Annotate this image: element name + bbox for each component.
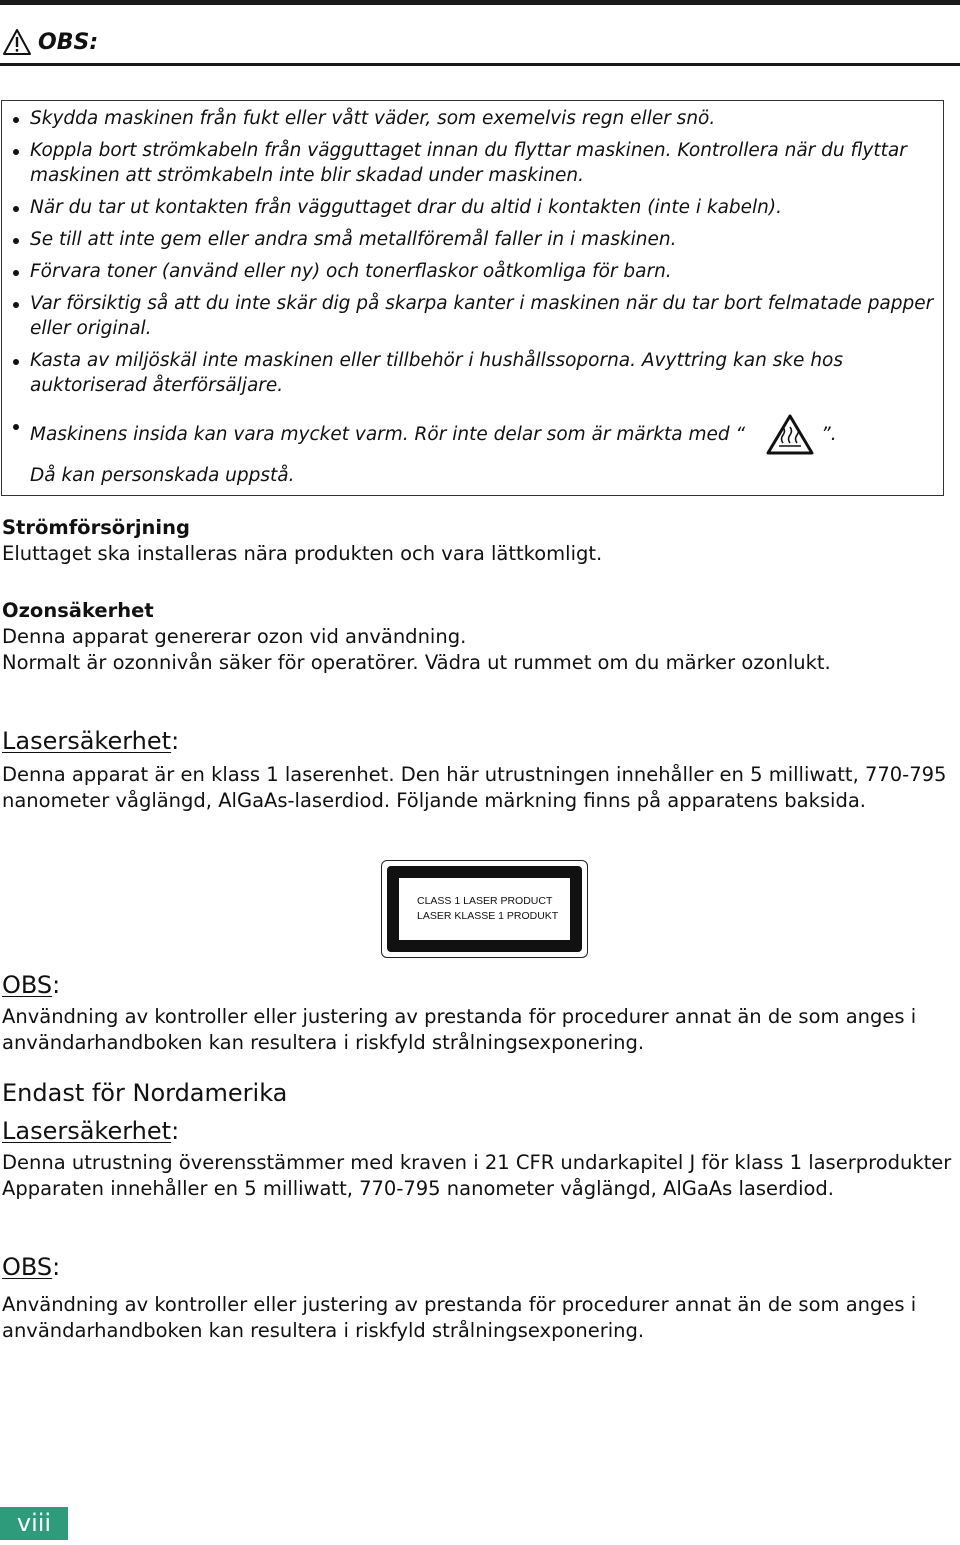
obs1-heading (2, 970, 958, 1000)
warning-item-sharp-edges: Var försiktig så att du inte skär dig på skarpa kanter i maskinen när du tar bort felmatade papper eller original. (30, 293, 934, 339)
laser-text: Denna apparat är en klass 1 laserenhet. Den här utrustningen innehåller en 5 milliwatt, 770-795 nanometer våglängd, AlGaAs-laserdiod. Följande märkning finns på apparatens baksida. (2, 763, 947, 812)
warning-item-hot (30, 413, 935, 488)
obs2-colon: : (52, 1253, 61, 1281)
ozone-line2: Normalt är ozonnivån säker för operatörer. Vädra ut rummet om du märker ozonlukt. (2, 651, 831, 674)
power-text: Eluttaget ska installeras nära produkten och vara lättkomligt. (2, 542, 603, 565)
obs1-text: Användning av kontroller eller justering av prestanda för procedurer annat än de som anges i användarhandboken kan resultera i riskfyld strålningsexponering. (2, 1005, 917, 1054)
obs-header (2, 26, 98, 58)
na-laser-title: Lasersäkerhet (2, 1117, 172, 1145)
warning-box (1, 100, 944, 496)
na-heading: Endast för Nordamerika (2, 1079, 288, 1107)
ozone-line1: Denna apparat genererar ozon vid användning. (2, 625, 467, 648)
warning-item-plug-pull: När du tar ut kontakten från vägguttaget drar du altid i kontakten (inte i kabeln). (30, 195, 935, 220)
obs2-heading (2, 1252, 958, 1282)
obs-header-title: OBS: (38, 29, 99, 55)
power-title: Strömförsörjning (2, 516, 190, 539)
power-section (2, 515, 958, 567)
hot-warning-quote-end: ”. (821, 424, 837, 445)
laser-title: Lasersäkerhet (2, 727, 172, 755)
hot-surface-icon (765, 413, 815, 457)
laser-class-label-inner (387, 866, 582, 952)
label-line-2: LASER KLASSE 1 PRODUKT (417, 910, 559, 922)
header-rule (0, 63, 960, 66)
warning-item-unplug: Koppla bort strömkabeln från vägguttaget innan du flyttar maskinen. Kontrollera när du flyttar maskinen att strömkabeln inte blir skadad under maskinen. (30, 138, 935, 188)
north-america-section (2, 1078, 958, 1202)
warning-item-moisture: Skydda maskinen från fukt eller vått väder, som exemelvis regn eller snö. (30, 106, 935, 131)
na-laser-heading (2, 1116, 958, 1146)
label-line-1: CLASS 1 LASER PRODUCT (417, 895, 553, 907)
hot-warning-line2: Då kan personskada uppstå. (30, 465, 295, 486)
hot-warning-text: Maskinens insida kan vara mycket varm. Rör inte delar som är märkta med “ (30, 424, 746, 445)
obs-section-2 (2, 1252, 958, 1344)
warning-item-toner: Förvara toner (använd eller ny) och tonerflaskor oåtkomliga för barn. (30, 259, 935, 284)
warning-item-disposal: Kasta av miljöskäl inte maskinen eller tillbehör i hushållssoporna. Avyttring kan ske hos auktoriserad återförsäljare. (30, 348, 935, 398)
laser-heading (2, 726, 958, 756)
ozone-section (2, 598, 958, 676)
obs2-text: Användning av kontroller eller justering av prestanda för procedurer annat än de som anges i användarhandboken kan resultera i riskfyld strålningsexponering. (2, 1293, 917, 1342)
page-number-badge: viii (0, 1507, 68, 1540)
na-laser-colon: : (171, 1117, 180, 1145)
laser-class-label (381, 860, 588, 958)
warning-item-metal-objects: Se till att inte gem eller andra små metallföremål faller in i maskinen. (30, 227, 935, 252)
obs-section-1 (2, 970, 958, 1056)
na-text: Denna utrustning överensstämmer med kraven i 21 CFR undarkapitel J för klass 1 laserprodukter Apparaten innehåller en 5 milliwatt, 770-795 nanometer våglängd, AlGaAs laserdiod. (2, 1151, 952, 1200)
obs1-title: OBS (2, 971, 53, 999)
obs1-colon: : (52, 971, 61, 999)
top-rule (0, 0, 960, 5)
laser-section (2, 726, 958, 814)
ozone-title: Ozonsäkerhet (2, 599, 154, 622)
obs2-title: OBS (2, 1253, 53, 1281)
warning-triangle-icon (2, 28, 32, 56)
laser-colon: : (171, 727, 180, 755)
